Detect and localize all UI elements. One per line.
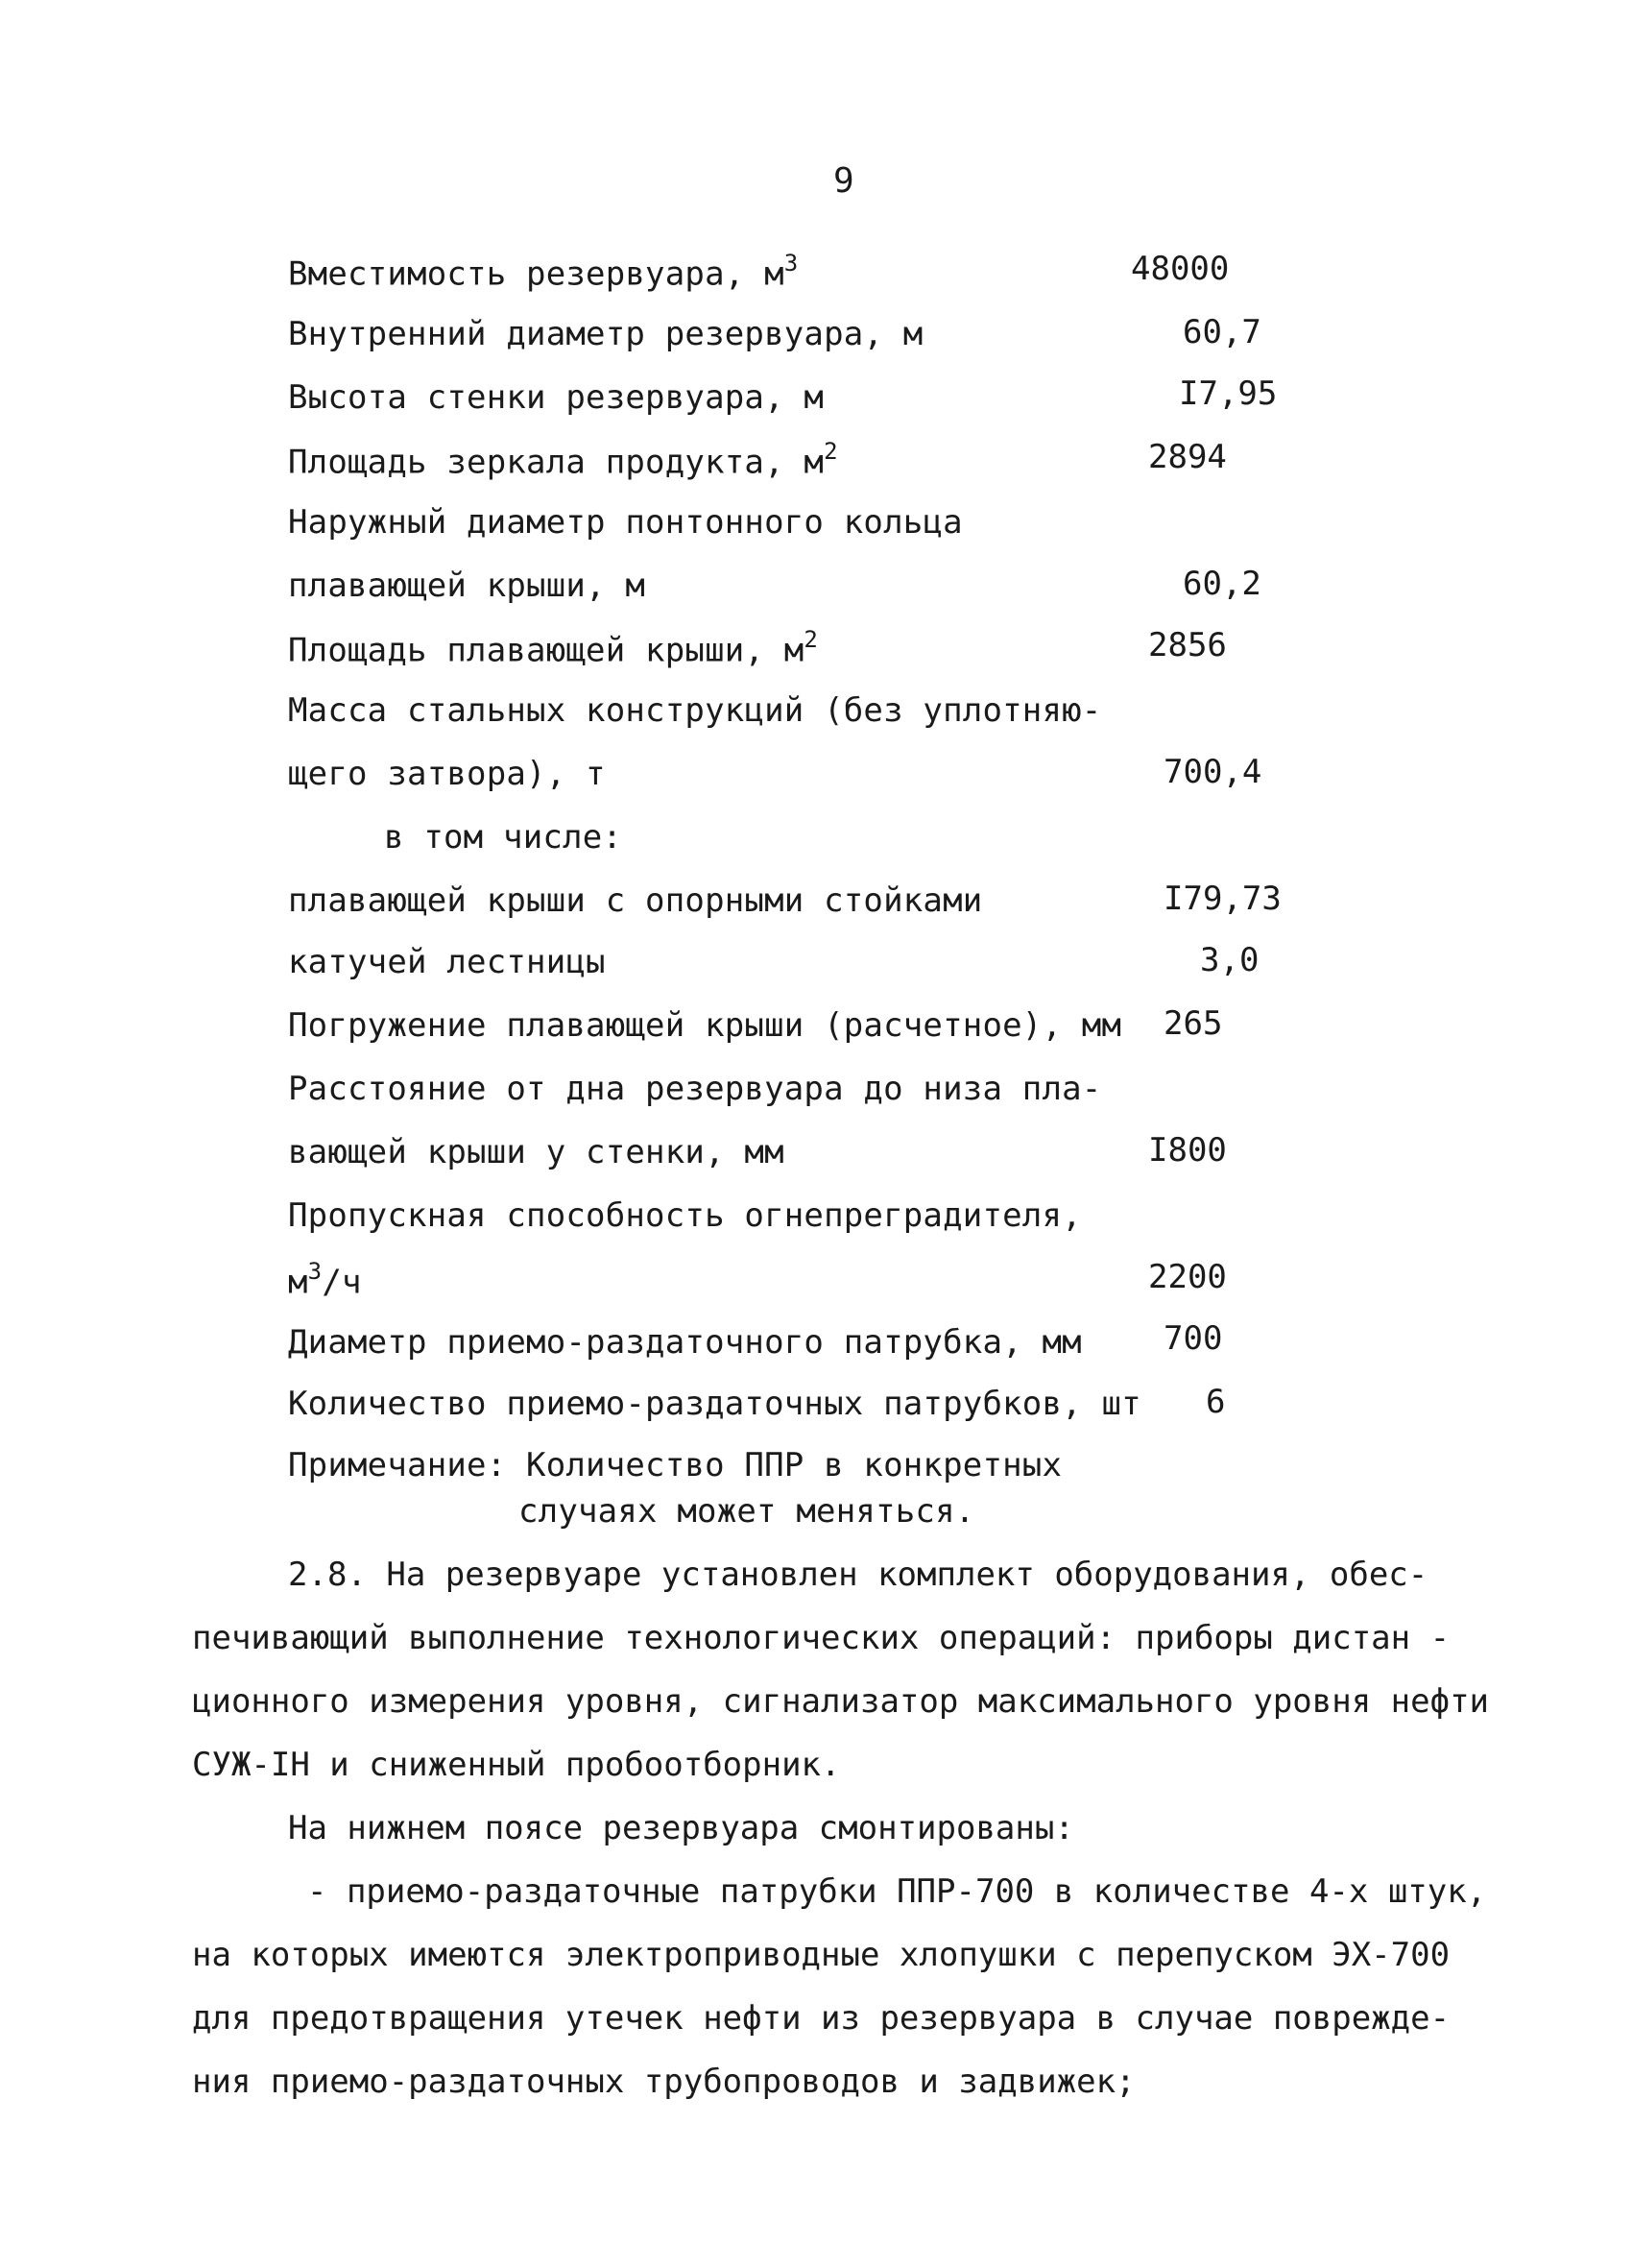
spec-label-flow-unit: $м^3/ч$ [288, 1258, 362, 1302]
paragraph-2-8-line-2: печивающий выполнение технологических операций: приборы дистан - [192, 1619, 1451, 1657]
spec-value-wall-height: I7,95 [1179, 374, 1278, 413]
spec-value-roof-with-legs: I79,73 [1164, 880, 1282, 918]
paragraph-pipes-line-2: на которых имеются электроприводные хлопушки с перепуском ЭХ-700 [192, 1936, 1451, 1974]
spec-label-pontoon-diameter: Наружный диаметр понтонного кольца [288, 503, 963, 542]
paragraph-pipes-line-1: - приемо-раздаточные патрубки ППР-700 в количестве 4-х штук, [307, 1872, 1487, 1911]
paragraph-2-8-line-1: 2.8. На резервуаре установлен комплект оборудования, обес- [288, 1556, 1428, 1594]
paragraph-lower-belt: На нижнем поясе резервуара смонтированы: [288, 1809, 1074, 1847]
spec-value-roof-area: 2856 [1148, 626, 1227, 664]
note-line-1: Примечание: Количество ППР в конкретных [288, 1446, 1063, 1484]
spec-label-rolling-ladder: катучей лестницы [288, 943, 606, 981]
spec-label-including: в том числе: [384, 818, 623, 857]
spec-label-flame-arrester: Пропускная способность огнепреградителя, [288, 1196, 1082, 1235]
page-number: 9 [833, 161, 854, 201]
spec-value-pipe-count: 6 [1206, 1383, 1226, 1421]
spec-value-inner-diameter: 60,7 [1183, 313, 1261, 351]
spec-value-pontoon-diameter: 60,2 [1183, 565, 1261, 603]
spec-value-rolling-ladder: 3,0 [1200, 941, 1260, 979]
spec-label-steel-mass: Масса стальных конструкций (без уплотняю- [288, 691, 1102, 730]
note-line-2: случаях может меняться. [518, 1492, 975, 1531]
paragraph-2-8-line-3: ционного измерения уровня, сигнализатор максимального уровня нефти [192, 1682, 1490, 1721]
spec-label-roof-with-legs: плавающей крыши с опорными стойками [288, 881, 983, 920]
spec-value-flow: 2200 [1148, 1258, 1227, 1296]
spec-value-steel-mass: 700,4 [1164, 753, 1262, 791]
paragraph-2-8-line-4: СУЖ-IН и сниженный пробоотборник. [192, 1746, 841, 1784]
spec-label-roof-at-wall: вающей крыши у стенки, мм [288, 1133, 784, 1171]
paragraph-pipes-line-3: для предотвращения утечек нефти из резервуара в случае поврежде- [192, 1999, 1451, 2038]
spec-label-wall-height: Высота стенки резервуара, м [288, 378, 825, 417]
spec-label-mirror-area: Площадь зеркала продукта, $м^2$ [288, 438, 838, 482]
spec-label-seal: щего затвора), т [288, 755, 606, 793]
spec-label-inner-diameter: Внутренний диаметр резервуара, м [288, 315, 924, 353]
paragraph-pipes-line-4: ния приемо-раздаточных трубопроводов и задвижек; [192, 2063, 1136, 2101]
spec-value-capacity: 48000 [1131, 250, 1230, 288]
spec-label-roof-area: Площадь плавающей крыши, $м^2$ [288, 626, 819, 670]
spec-label-pipe-diameter: Диаметр приемо-раздаточного патрубка, мм [288, 1323, 1082, 1362]
spec-value-mirror-area: 2894 [1148, 438, 1227, 476]
spec-value-immersion: 265 [1164, 1004, 1223, 1043]
spec-label-capacity: Вместимость резервуара, $м^3$ [288, 250, 799, 294]
spec-label-immersion: Погружение плавающей крыши (расчетное), мм [288, 1006, 1122, 1045]
spec-label-pipe-count: Количество приемо-раздаточных патрубков, шт [288, 1385, 1141, 1423]
spec-label-distance: Расстояние от дна резервуара до низа пла- [288, 1070, 1102, 1108]
spec-value-distance: I800 [1148, 1131, 1227, 1170]
spec-label-floating-roof: плавающей крыши, м [288, 567, 646, 605]
spec-value-pipe-diameter: 700 [1164, 1319, 1223, 1358]
